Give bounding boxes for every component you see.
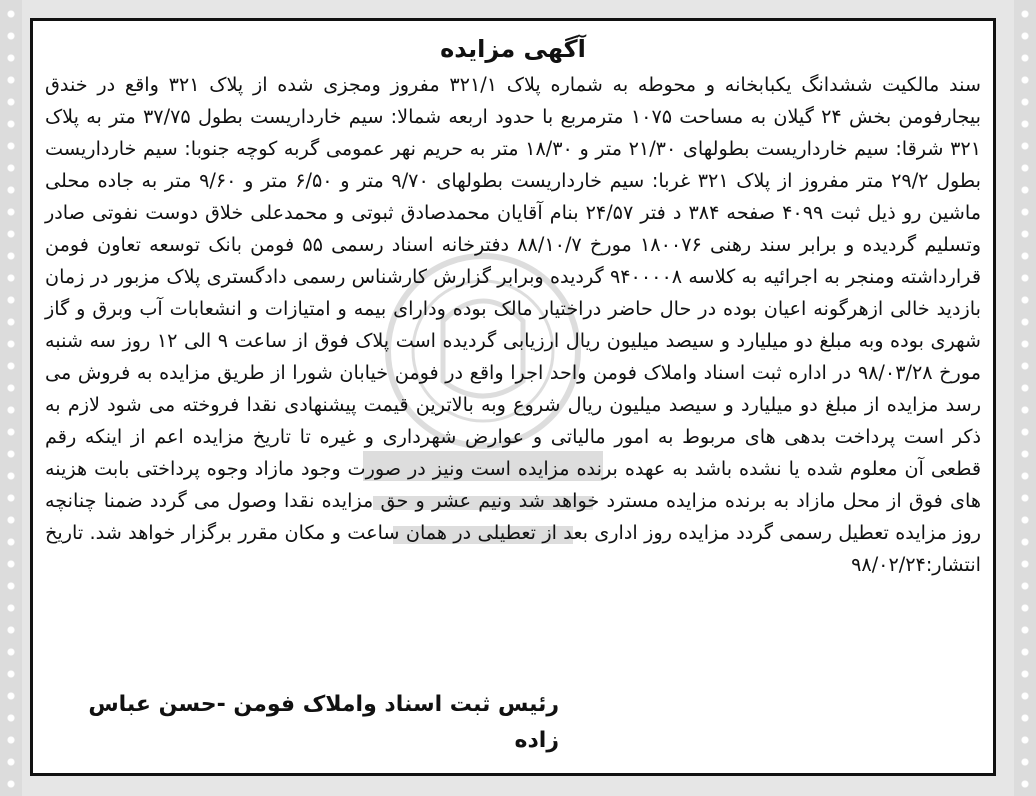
perforation-hole [7,120,15,128]
perforation-hole [7,604,15,612]
perforation-hole [7,406,15,414]
perforation-hole [1021,714,1029,722]
perforation-hole [1021,670,1029,678]
perforation-hole [1021,648,1029,656]
perforation-hole [1021,98,1029,106]
perforation-hole [7,318,15,326]
perforation-hole [1021,142,1029,150]
perforation-hole [7,472,15,480]
right-perforation-strip [1014,0,1036,796]
perforation-hole [7,758,15,766]
perforation-hole [1021,406,1029,414]
perforation-hole [7,252,15,260]
perforation-hole [7,648,15,656]
perforation-hole [1021,494,1029,502]
perforation-hole [7,54,15,62]
perforation-hole [1021,340,1029,348]
perforation-hole [7,76,15,84]
perforation-hole [1021,538,1029,546]
perforation-hole [7,230,15,238]
perforation-hole [1021,274,1029,282]
perforation-hole [7,164,15,172]
perforation-hole [1021,186,1029,194]
perforation-hole [7,714,15,722]
perforation-hole [7,560,15,568]
perforation-hole [1021,10,1029,18]
perforation-hole [7,32,15,40]
perforation-hole [1021,428,1029,436]
perforation-hole [7,340,15,348]
perforation-hole [7,428,15,436]
perforation-hole [1021,626,1029,634]
perforation-hole [7,142,15,150]
perforation-hole [7,780,15,788]
perforation-hole [1021,582,1029,590]
notice-title: آگهی مزایده [440,35,586,63]
perforation-hole [1021,120,1029,128]
perforation-hole [7,274,15,282]
perforation-hole [7,208,15,216]
perforation-hole [1021,384,1029,392]
perforation-hole [1021,362,1029,370]
perforation-hole [1021,76,1029,84]
notice-content [41,29,985,765]
perforation-hole [7,736,15,744]
perforation-hole [7,494,15,502]
perforation-hole [7,296,15,304]
perforation-hole [7,626,15,634]
perforation-hole [7,516,15,524]
perforation-hole [1021,516,1029,524]
perforation-hole [1021,736,1029,744]
perforation-hole [1021,560,1029,568]
perforation-hole [7,362,15,370]
perforation-hole [1021,252,1029,260]
perforation-hole [7,582,15,590]
perforation-hole [7,692,15,700]
perforation-hole [7,450,15,458]
perforation-hole [1021,32,1029,40]
perforation-hole [7,384,15,392]
perforation-hole [7,538,15,546]
perforation-hole [1021,780,1029,788]
notice-frame [30,18,996,776]
perforation-hole [1021,450,1029,458]
perforation-hole [1021,296,1029,304]
left-perforation-strip [0,0,22,796]
perforation-hole [7,670,15,678]
perforation-hole [7,98,15,106]
perforation-hole [1021,208,1029,216]
perforation-hole [1021,604,1029,612]
signature-line: رئیس ثبت اسناد واملاک فومن -حسن عباس زاده [88,692,559,753]
perforation-hole [1021,758,1029,766]
perforation-hole [1021,318,1029,326]
perforation-hole [1021,692,1029,700]
perforation-hole [1021,54,1029,62]
perforation-hole [7,10,15,18]
perforation-hole [1021,230,1029,238]
notice-body: سند مالکیت ششدانگ یکبابخانه و محوطه به شماره پلاک ۳۲۱/۱ مفروز ومجزی شده از پلاک ۳۲۱ واقع در خندق بیجارفومن بخش ۲۴ گیلان به مساحت ۱۰۷۵ مترمربع با حدود اربعه شمالا: سیم خارداریست بطول ۳۷/۷۵ متر به پلاک ۳۲۱ شرقا: سیم خارداریست بطولهای ۲۱/۳۰ متر و ۱۸/۳۰ متر به حریم نهر عمومی گربه کوچه جنوبا: سیم خارداریست بطول ۲۹/۲ متر مفروز از پلاک ۳۲۱ غربا: سیم خارداریست بطولهای ۹/۷۰ متر و ۶/۵۰ متر و ۹/۶۰ متر به جاده محلی ماشین رو ذیل ثبت ۴۰۹۹ صفحه ۳۸۴ د فتر ۲۴/۵۷ بنام آقایان محمدصادق ثبوتی و محمدعلی خلاق دوست نفوتی صادر وتسلیم گردیده و برابر سند رهنی ۱۸۰۰۷۶ مورخ ۸۸/۱۰/۷ دفترخانه اسناد رسمی ۵۵ فومن بانک توسعه تعاون فومن قرارداشته ومنجر به اجرائیه به کلاسه ۹۴۰۰۰۰۸ گردیده وبرابر گزارش کارشناس رسمی دادگستری پلاک مزبور در زمان بازدید خالی ازهرگونه اعیان بوده در حال حاضر دراختیار مالک بوده ودارای بیمه و امتیازات و انشعابات آب وبرق و گاز شهری بوده وبه مبلغ دو میلیارد و سیصد میلیون ریال ارزیابی گردیده است پلاک فوق از ساعت ۹ الی ۱۲ روز سه شنبه مورخ ۹۸/۰۳/۲۸ در اداره ثبت اسناد واملاک فومن واحد اجرا واقع در فومن خیابان شورا از طریق مزایده به فروش می رسد مزایده از مبلغ دو میلیارد و سیصد میلیون ریال شروع وبه بالاترین قیمت پیشنهادی نقدا فروخته می شود لازم به ذکر است پرداخت بدهی های مربوط به امور مالیاتی و عوارض شهرداری و غیره تا تاریخ مزایده اعم از اینکه رقم قطعی آن معلوم شده یا نشده باشد به عهده برنده مزایده است ونیز در صورت وجود مازاد وجوه پرداختی بابت هزینه های فوق از محل مازاد به برنده مزایده مسترد خواهد شد ونیم عشر و حق مزایده نقدا وصول می گردد ضمنا چنانچه روز مزایده تعطیل رسمی گردد مزایده روز اداری بعد از تعطیلی در همان ساعت و مکان مقرر برگزار خواهد شد. تاریخ انتشار:۹۸/۰۲/۲۴ [45,73,982,576]
perforation-hole [1021,164,1029,172]
perforation-hole [7,186,15,194]
perforation-hole [1021,472,1029,480]
